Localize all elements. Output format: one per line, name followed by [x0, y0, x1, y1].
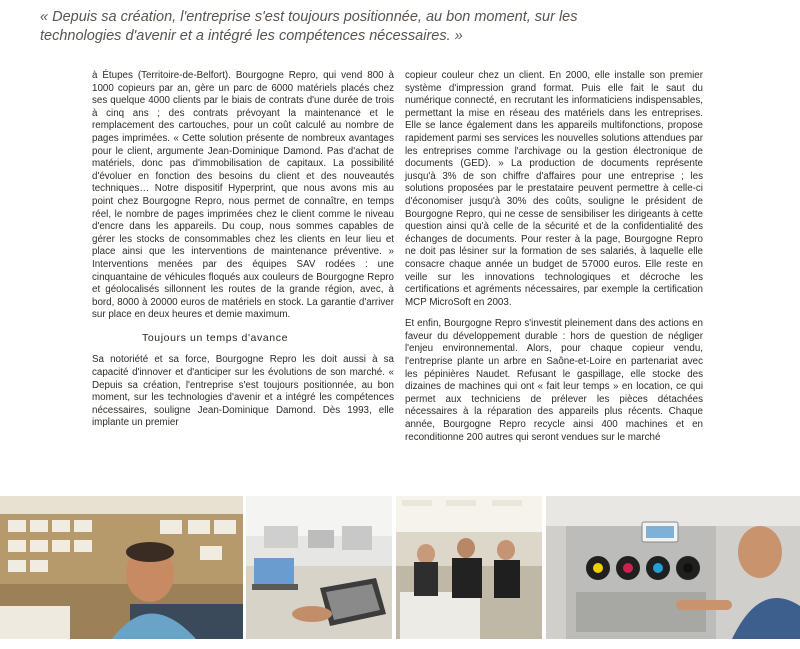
photo-office-laptop: [246, 496, 392, 639]
right-paragraph-1: copieur couleur chez un client. En 2000, elle installe son premier système d'impression grand format. Puis elle fait le saut du numérique connecté, en recrutant les informaticiens indispensables, permettant la mise en réseau des matériels dans les entreprises. Elle se lance également dans les appareils multifonctions, propose rapidement parmi ses services les nouvelles solutions attendues par les entreprises comme l'archivage ou la gestion électronique de documents (GED). » La production de documents représente jusqu'à 3% de son chiffre d'affaires pour une entreprise ; les solutions proposées par le prestataire peuvent permettre à celle-ci d'économiser jusqu'à 30% des coûts, souligne le président de Bourgogne Repro, qui ne cesse de sensibiliser les dirigeants à cette question ainsi qu'à celle de la sécurité et de la confidentialité des échanges de documents. Pour rester à la page, Bourgogne Repro ne doit pas lésiner sur la formation de ses salariés, à laquelle elle consacre chaque année un budget de 57000 euros. Elle reste en veille sur les innovations technologiques et décroche les certifications et agréments nécessaires, par exemple la certification MCP MicroSoft en 2003.: [405, 70, 703, 308]
left-paragraph-2: Sa notoriété et sa force, Bourgogne Repro les doit aussi à sa capacité d'innover et d'anticiper sur les évolutions de son marché. « Depuis sa création, l'entreprise s'est toujours positionnée, au bon moment, sur les technologies d'avenir et a intégré les compétences nécessaires, souligne Jean-Dominique Damond. Dès 1993, elle implante un premier: [92, 354, 394, 429]
right-column: [405, 70, 703, 453]
photo-technician-repair: [546, 496, 800, 639]
section-subheading: Toujours un temps d'avance: [142, 331, 289, 344]
pull-quote: « Depuis sa création, l'entreprise s'est toujours positionnée, au bon moment, sur les technologies d'avenir et a intégré les compétences nécessaires. »: [40, 9, 578, 44]
left-column: [92, 70, 394, 439]
photo-strip: [0, 496, 800, 646]
photo-warehouse-man: [0, 496, 243, 639]
left-paragraph-1: à Étupes (Territoire-de-Belfort). Bourgogne Repro, qui vend 800 à 1000 copieurs par an, gère un parc de 6000 matériels placés chez ses quelque 4000 clients par le biais de contrats d'une durée de trois à cinq ans ; des contrats prévoyant la maintenance et le remplacement des cartouches, pour un coût calculé au nombre de pages imprimées. « Cette solution présente de nombreux avantages pour le client, argumente Jean-Dominique Damond. Pas d'achat de matériels, donc pas d'immobilisation de capitaux. La possibilité d'évoluer en fonction des besoins du client et des nouveautés techniques… Notre dispositif Hyperprint, que nous avons mis au point chez Bourgogne Repro, nous permet de connaître, en temps réel, le nombre de pages imprimées chez le client comme le niveau d'encre dans les appareils. Du coup, nous sommes capables de gérer les stocks de consommables chez les clients en leur lieu et place ainsi que les interventions de maintenance préventive. » Interventions menées par des équipes SAV rodées : une cinquantaine de véhicules floqués aux couleurs de Bourgogne Repro et géolocalisés sillonnent les routes de la grande région, avec, à bord, 8000 à 20000 euros de matériels en stock. La garantie d'arriver sur place en deux heures et demie maximum.: [92, 70, 394, 321]
right-paragraph-2: Et enfin, Bourgogne Repro s'investit pleinement dans des actions en faveur du développement durable : hors de question de négliger l'enjeu environnemental. Alors, pour chaque copieur vendu, l'entreprise plante un arbre en Saône-et-Loire en partenariat avec les pépinières Naudet. Refusant le gaspillage, elle stocke des dizaines de machines qui ont « fait leur temps » en location, ce qui permet aux techniciens de prélever les pièces détachées nécessaires à la réparation des appareils plus récents. Chaque année, Bourgogne Repro recycle ainsi 400 machines et en reconditionne 200 autres qui seront vendues sur le marché: [405, 318, 703, 443]
photo-team-meeting: [396, 496, 542, 639]
